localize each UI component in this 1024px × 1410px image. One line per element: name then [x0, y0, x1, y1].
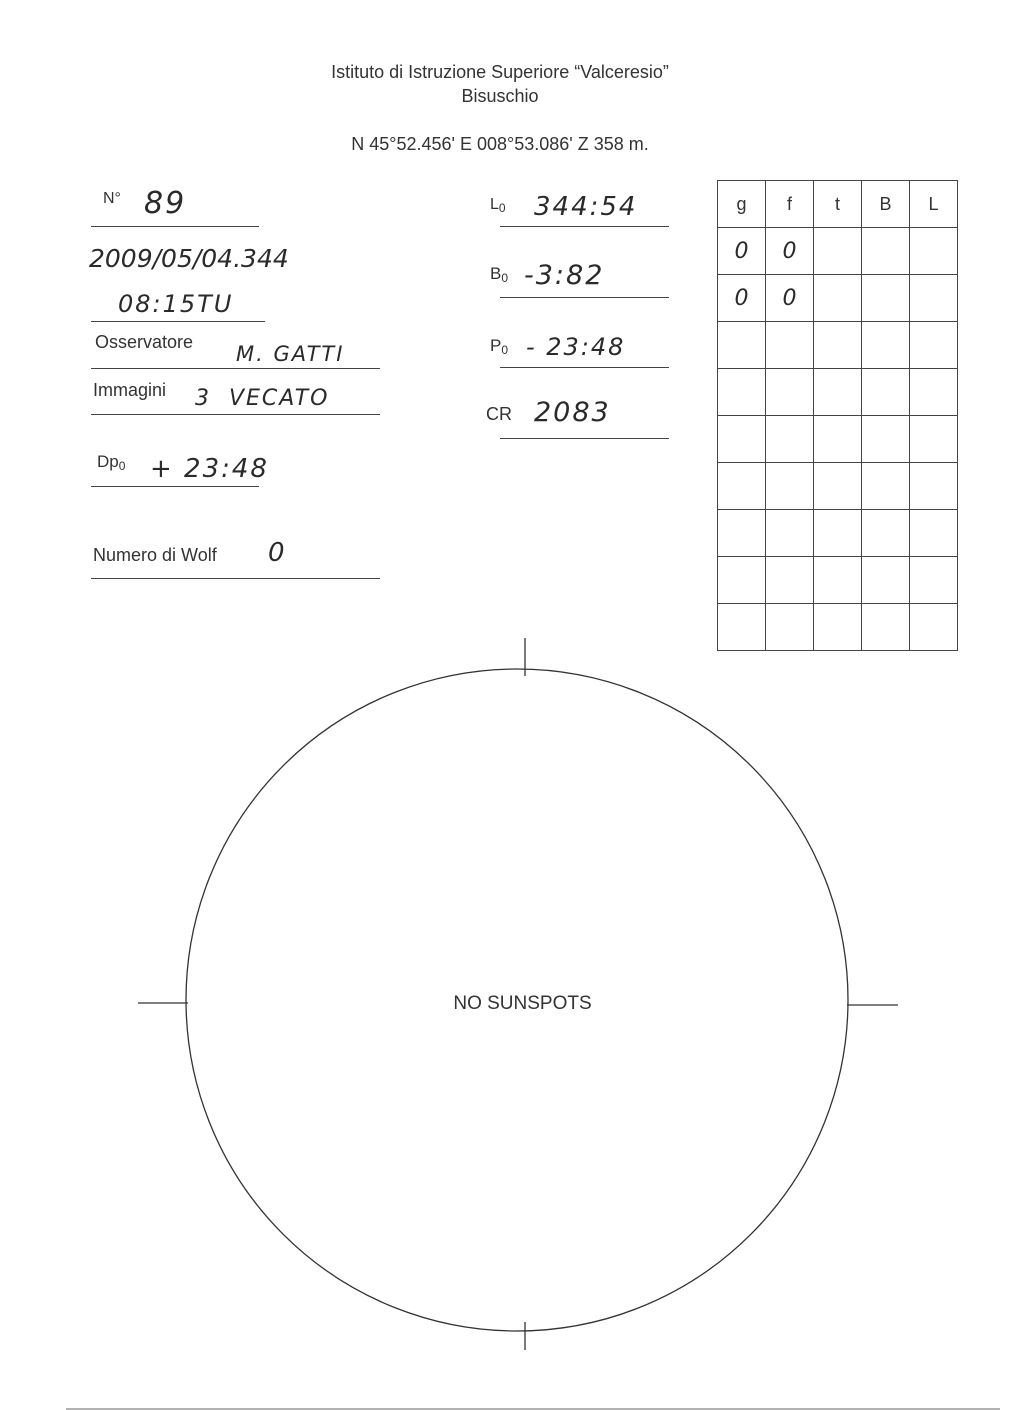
b0-label-sub: 0 [501, 271, 509, 285]
cr-value: 2083 [534, 397, 611, 428]
date-value: 2009/05/04.344 [89, 244, 289, 273]
table-header-cell: B [862, 181, 910, 228]
images-value: 3 VECATO [195, 386, 330, 411]
b0-label-text: B [490, 264, 502, 283]
l0-value: 344:54 [534, 192, 638, 222]
l0-label-text: L [490, 196, 499, 213]
table-cell: 0 [718, 228, 766, 275]
site-coordinates: N 45°52.456' E 008°53.086' Z 358 m. [351, 134, 649, 154]
b0-value: -3:82 [524, 260, 605, 291]
dp-value: + 23:48 [150, 454, 269, 484]
observer-value: M. GATTI [236, 342, 345, 366]
table-cell: 0 [766, 275, 814, 322]
observer-label: Osservatore [95, 332, 194, 352]
table-header-cell: L [910, 181, 958, 228]
number-label: N° [103, 190, 121, 207]
p0-label-text: P [490, 336, 502, 355]
wolf-value: 0 [268, 538, 287, 568]
l0-label-sub: 0 [498, 201, 506, 215]
cr-label: CR [486, 404, 512, 424]
time-value: 08:15TU [118, 290, 234, 318]
number-value: 89 [144, 186, 187, 221]
p0-value: - 23:48 [526, 333, 626, 361]
wolf-label: Numero di Wolf [93, 545, 217, 565]
images-label: Immagini [93, 380, 167, 400]
town-name: Bisuschio [461, 86, 539, 106]
p0-label-sub: 0 [501, 343, 509, 357]
table-cell: 0 [718, 275, 766, 322]
table-header-cell: t [814, 181, 862, 228]
dp-label-sub: 0 [118, 459, 126, 473]
table-header-cell: g [718, 181, 766, 228]
table-header-cell: f [766, 181, 814, 228]
table-cell: 0 [766, 228, 814, 275]
dp-label-text: Dp [97, 452, 119, 471]
institute-name: Istituto di Istruzione Superiore “Valceresio” [331, 62, 669, 82]
no-sunspots-note: NO SUNSPOTS [453, 993, 592, 1014]
